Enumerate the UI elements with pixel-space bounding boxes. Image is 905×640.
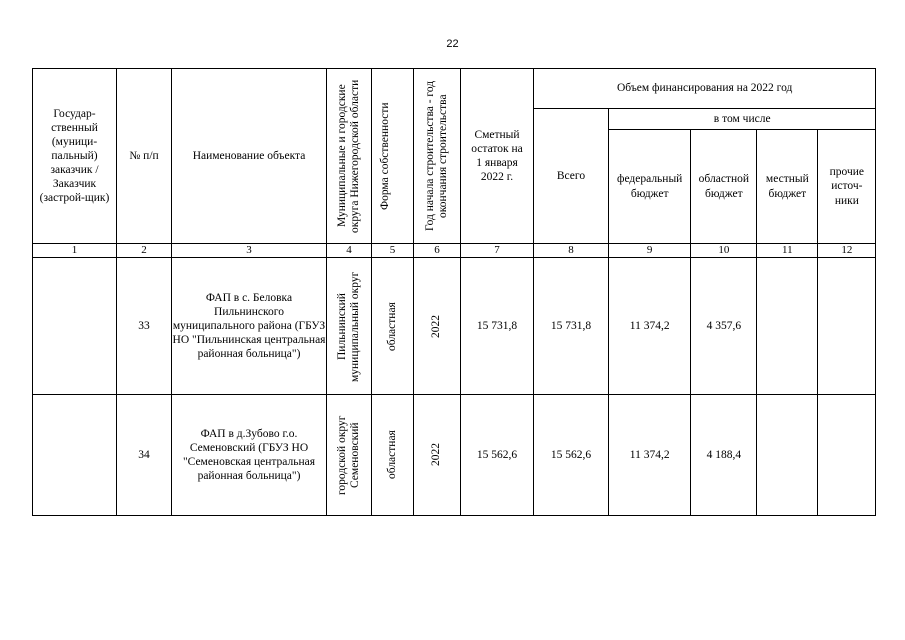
cell-years-text: 2022 bbox=[430, 443, 443, 467]
column-number: 1 bbox=[33, 244, 117, 258]
cell-object-name: ФАП в д.Зубово г.о. Семеновский (ГБУЗ НО "Семеновская центральная районная больница") bbox=[172, 395, 327, 516]
header-years-text: Год начала строительства - год окончания строительства bbox=[423, 80, 449, 232]
financing-table bbox=[32, 68, 876, 516]
header-financing: Объем финансирования на 2022 год bbox=[534, 69, 876, 109]
cell-years bbox=[414, 395, 461, 516]
cell-ownership-text: областная bbox=[385, 301, 398, 351]
header-including: в том числе bbox=[609, 109, 876, 130]
header-years bbox=[414, 69, 461, 244]
cell-federal: 11 374,2 bbox=[609, 395, 691, 516]
header-num: № п/п bbox=[117, 69, 172, 244]
cell-object-name: ФАП в с. Беловка Пильнинского муниципального района (ГБУЗ НО "Пильнинская центральная районная больница") bbox=[172, 258, 327, 395]
column-number: 3 bbox=[172, 244, 327, 258]
cell-total: 15 731,8 bbox=[534, 258, 609, 395]
cell-local bbox=[757, 258, 818, 395]
cell-district-text: Пильнинский муниципальный округ bbox=[335, 271, 361, 382]
column-numbers-row bbox=[33, 244, 876, 258]
cell-regional: 4 357,6 bbox=[691, 258, 757, 395]
column-number: 6 bbox=[414, 244, 461, 258]
column-number: 10 bbox=[691, 244, 757, 258]
cell-ownership-text: областная bbox=[385, 430, 398, 480]
cell-other bbox=[818, 395, 876, 516]
header-ownership bbox=[372, 69, 414, 244]
cell-customer bbox=[33, 395, 117, 516]
column-number: 5 bbox=[372, 244, 414, 258]
table-row bbox=[33, 258, 876, 395]
header-district bbox=[327, 69, 372, 244]
cell-total: 15 562,6 bbox=[534, 395, 609, 516]
table-row bbox=[33, 395, 876, 516]
column-number: 4 bbox=[327, 244, 372, 258]
cell-years-text: 2022 bbox=[430, 314, 443, 338]
header-other: прочие источ-ники bbox=[818, 130, 876, 244]
cell-ownership bbox=[372, 258, 414, 395]
cell-district-text: городской округ Семеновский bbox=[335, 415, 361, 496]
header-federal: федеральный бюджет bbox=[609, 130, 691, 244]
cell-num: 34 bbox=[117, 395, 172, 516]
header-customer: Государ-ственный (муници-пальный) заказчик / Заказчик (застрой-щик) bbox=[33, 69, 117, 244]
header-balance: Сметный остаток на 1 января 2022 г. bbox=[461, 69, 534, 244]
header-object-name: Наименование объекта bbox=[172, 69, 327, 244]
cell-regional: 4 188,4 bbox=[691, 395, 757, 516]
column-number: 11 bbox=[757, 244, 818, 258]
header-regional: областной бюджет bbox=[691, 130, 757, 244]
cell-years bbox=[414, 258, 461, 395]
column-number: 8 bbox=[534, 244, 609, 258]
header-district-text: Муниципальные и городские округа Нижегородской области bbox=[335, 79, 361, 233]
cell-balance: 15 731,8 bbox=[461, 258, 534, 395]
cell-balance: 15 562,6 bbox=[461, 395, 534, 516]
cell-customer bbox=[33, 258, 117, 395]
cell-district bbox=[327, 395, 372, 516]
column-number: 7 bbox=[461, 244, 534, 258]
header-row-1 bbox=[33, 69, 876, 109]
cell-ownership bbox=[372, 395, 414, 516]
cell-district bbox=[327, 258, 372, 395]
header-local: местный бюджет bbox=[757, 130, 818, 244]
cell-num: 33 bbox=[117, 258, 172, 395]
page-number: 22 bbox=[446, 38, 459, 50]
column-number: 2 bbox=[117, 244, 172, 258]
cell-local bbox=[757, 395, 818, 516]
cell-other bbox=[818, 258, 876, 395]
column-number: 9 bbox=[609, 244, 691, 258]
header-total: Всего bbox=[534, 109, 609, 244]
header-ownership-text: Форма собственности bbox=[378, 102, 391, 210]
cell-federal: 11 374,2 bbox=[609, 258, 691, 395]
column-number: 12 bbox=[818, 244, 876, 258]
